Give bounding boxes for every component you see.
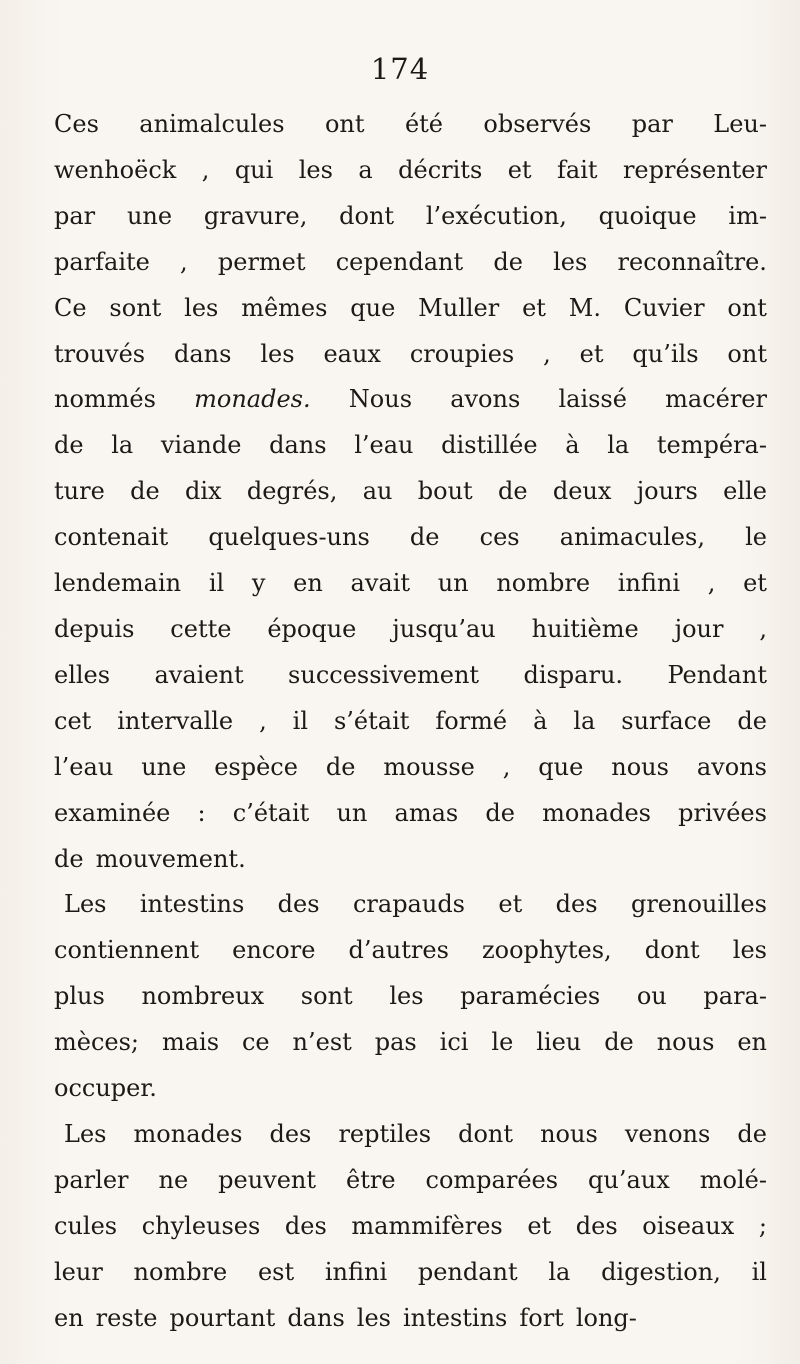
text-line: Ces animalcules ont été observés par Leu- — [54, 110, 767, 138]
text-line: nommés monades. Nous avons laissé macérer — [54, 385, 767, 414]
text-line: contiennent encore d’autres zoophytes, dont les — [54, 936, 767, 965]
text-line: contenait quelques-uns de ces animacules, le — [54, 523, 767, 552]
text-line: depuis cette époque jusqu’au huitième jour , — [54, 614, 767, 643]
text-line: en reste pourtant dans les intestins fort long- — [54, 1303, 637, 1332]
text-line: ture de dix degrés, au bout de deux jours elle — [54, 477, 767, 506]
page-number: 174 — [370, 52, 430, 86]
text-line: Les monades des reptiles dont nous venons de — [64, 1119, 767, 1148]
text-line: cules chyleuses des mammifères et des oiseaux ; — [54, 1211, 767, 1240]
text-line: mèces; mais ce n’est pas ici le lieu de nous en — [54, 1028, 767, 1057]
text-line: examinée : c’était un amas de monades privées — [54, 798, 767, 827]
text-line: lendemain il y en avait un nombre infini , et — [54, 569, 767, 598]
body-text — [54, 102, 767, 1341]
text-line: Les intestins des crapauds et des grenouilles — [64, 890, 767, 919]
text-line: parler ne peuvent être comparées qu’aux molé- — [54, 1165, 767, 1194]
text-line: Ce sont les mêmes que Muller et M. Cuvier ont — [54, 293, 767, 322]
text-line: l’eau une espèce de mousse , que nous avons — [54, 752, 767, 781]
text-line: leur nombre est infini pendant la digestion, il — [54, 1257, 767, 1286]
text-line: occuper. — [54, 1074, 157, 1103]
text-line: par une gravure, dont l’exécution, quoique im- — [54, 201, 767, 230]
text-line: parfaite , permet cependant de les reconnaître. — [54, 247, 767, 276]
text-line: trouvés dans les eaux croupies , et qu’ils ont — [54, 339, 767, 368]
text-line: de mouvement. — [54, 844, 246, 873]
text-line: elles avaient successivement disparu. Pendant — [54, 660, 767, 689]
text-line: de la viande dans l’eau distillée à la tempéra- — [54, 431, 767, 460]
text-line: plus nombreux sont les paramécies ou para- — [54, 982, 767, 1011]
text-line: cet intervalle , il s’était formé à la surface de — [54, 706, 767, 735]
text-line: wenhoëck , qui les a décrits et fait représenter — [54, 155, 767, 184]
